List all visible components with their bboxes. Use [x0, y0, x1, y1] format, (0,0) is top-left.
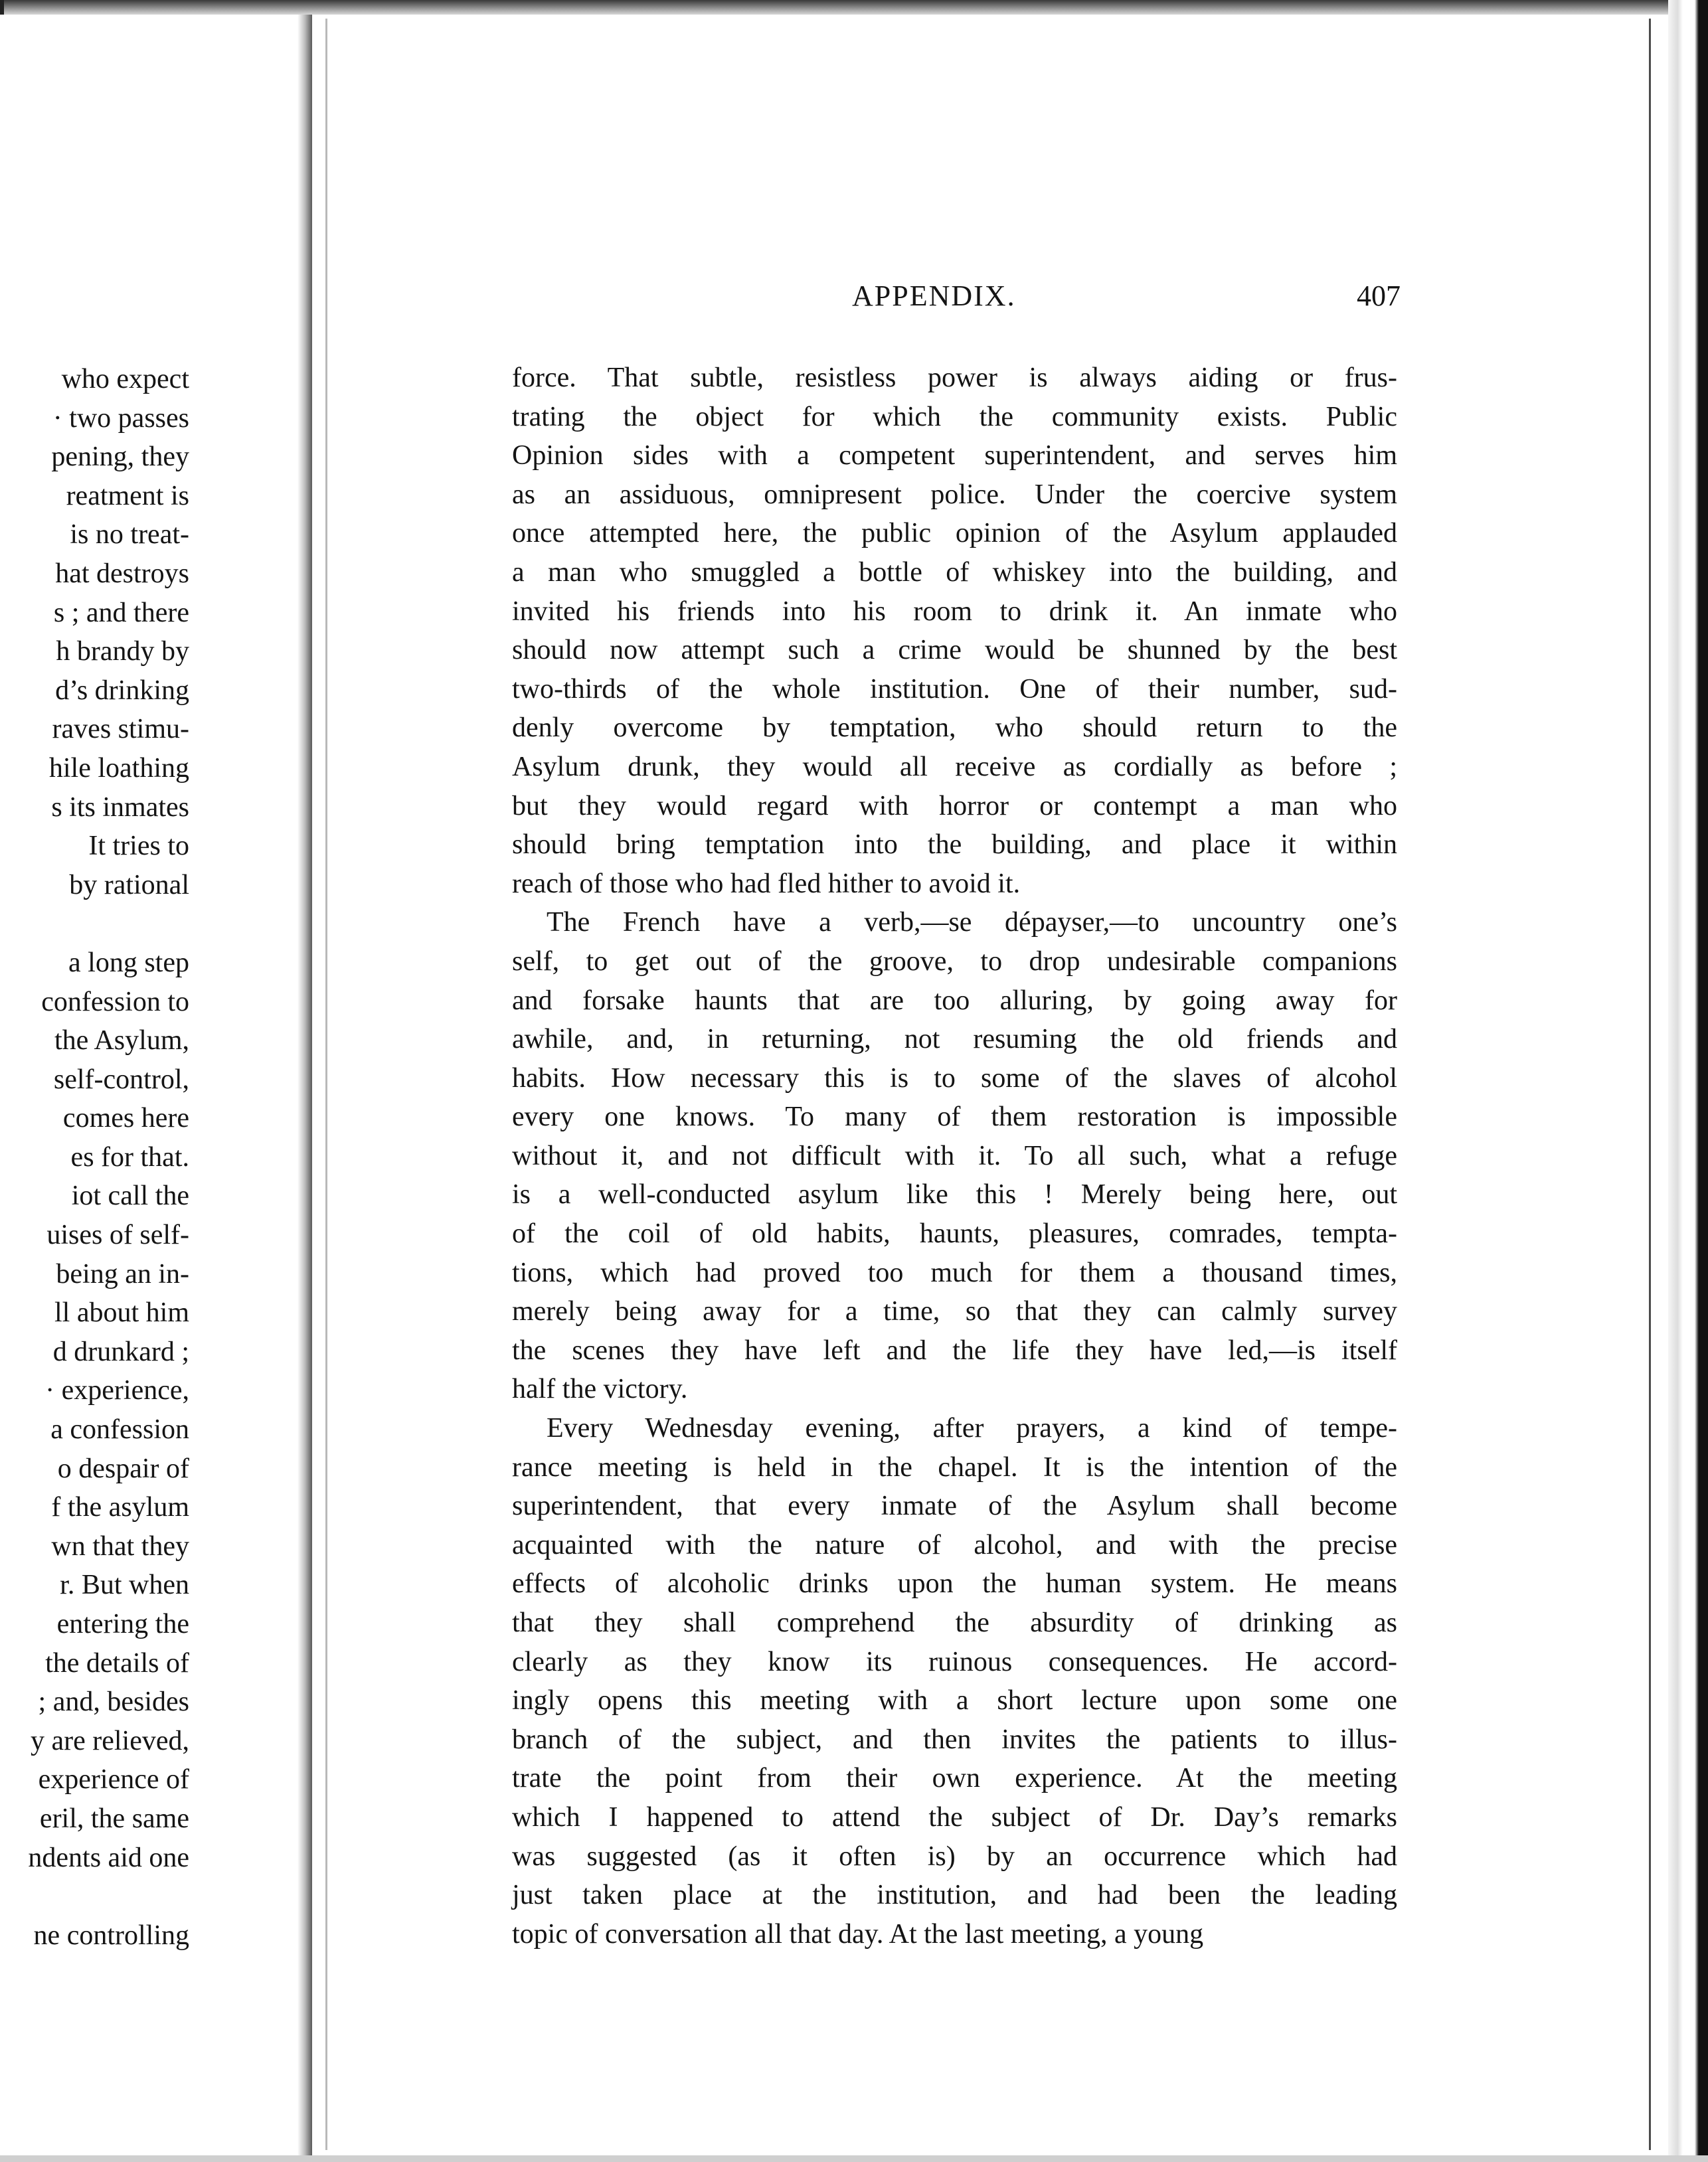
text-line: was suggested (as it often is) by an occurrence which had — [512, 1841, 1397, 1872]
paragraph — [512, 359, 1397, 903]
page-header — [327, 279, 1649, 325]
left-page-line: who expect — [61, 364, 189, 394]
left-page-line: ndents aid one — [28, 1842, 189, 1873]
left-page-line: entering the — [56, 1609, 189, 1639]
paragraph — [512, 1409, 1397, 1954]
left-page-line: uises of self- — [46, 1220, 189, 1251]
text-line: but they would regard with horror or contempt a man who — [512, 790, 1397, 821]
text-line: and forsake haunts that are too alluring, by going away for — [512, 985, 1397, 1016]
text-line: trating the object for which the community exists. Public — [512, 401, 1397, 432]
left-page-line: the details of — [45, 1647, 189, 1679]
left-page-line: ne controlling — [33, 1920, 189, 1951]
running-head: APPENDIX. — [852, 280, 1016, 312]
left-page-line: eril, the same — [39, 1803, 189, 1834]
left-page-line: hile loathing — [48, 752, 189, 784]
top-page-edge — [0, 0, 1708, 15]
text-line: should now attempt such a crime would be shunned by the best — [512, 635, 1397, 666]
right-page — [325, 19, 1651, 2150]
left-page-line: the Asylum, — [54, 1025, 189, 1056]
text-line: once attempted here, the public opinion of the Asylum applauded — [512, 518, 1397, 549]
left-page-line: es for that. — [70, 1141, 189, 1173]
page-number: 407 — [1357, 280, 1401, 312]
left-page — [0, 15, 312, 2155]
left-page-line: comes here — [62, 1103, 189, 1134]
text-line: ingly opens this meeting with a short lecture upon some one — [512, 1685, 1397, 1716]
left-page-line: experience of — [38, 1764, 189, 1795]
left-page-line: It tries to — [88, 831, 189, 862]
text-line: trate the point from their own experience. At the meeting — [512, 1763, 1397, 1794]
text-line: branch of the subject, and then invites the patients to illus- — [512, 1724, 1397, 1755]
text-line: clearly as they know its ruinous consequences. He accord- — [512, 1646, 1397, 1677]
text-line: invited his friends into his room to drink it. An inmate who — [512, 596, 1397, 627]
text-line: Asylum drunk, they would all receive as cordially as before ; — [512, 751, 1397, 782]
left-page-line: · two passes — [52, 402, 189, 434]
left-page-line: being an in- — [56, 1258, 189, 1289]
left-page-line: r. But when — [60, 1570, 189, 1601]
text-line: every one knows. To many of them restoration is impossible — [512, 1102, 1397, 1133]
left-page-line — [0, 904, 189, 944]
left-page-line: d drunkard ; — [52, 1336, 189, 1367]
text-line: a man who smuggled a bottle of whiskey into the building, and — [512, 556, 1397, 588]
text-line: force. That subtle, resistless power is always aiding or frus- — [512, 363, 1397, 393]
left-page-line: confession to — [41, 986, 189, 1017]
text-line: of the coil of old habits, haunts, pleasures, comrades, tempta- — [512, 1218, 1397, 1250]
left-page-line: hat destroys — [55, 558, 189, 589]
left-page-line: self-control, — [53, 1064, 189, 1095]
text-line: two-thirds of the whole institution. One of their number, sud- — [512, 673, 1397, 705]
text-line: The French have a verb,—se dépayser,—to uncountry one’s — [547, 907, 1397, 938]
text-line: rance meeting is held in the chapel. It is the intention of the — [512, 1452, 1397, 1483]
right-page-edge — [1668, 0, 1708, 2162]
text-line: tions, which had proved too much for them a thousand times, — [512, 1257, 1397, 1288]
left-page-line: ; and, besides — [38, 1687, 189, 1718]
text-line: just taken place at the institution, and had been the leading — [512, 1880, 1397, 1911]
text-line: self, to get out of the groove, to drop undesirable companions — [512, 946, 1397, 977]
left-page-line: iot call the — [71, 1181, 189, 1212]
left-page-line: f the asylum — [51, 1492, 189, 1523]
left-page-line: raves stimu- — [52, 714, 189, 745]
text-line: without it, and not difficult with it. To all such, what a refuge — [512, 1140, 1397, 1171]
text-line: is a well-conducted asylum like this ! Merely being here, out — [512, 1179, 1397, 1210]
left-page-line: is no treat- — [70, 519, 189, 550]
text-line: awhile, and, in returning, not resuming the old friends and — [512, 1024, 1397, 1055]
bottom-page-edge — [0, 2155, 1708, 2162]
left-page-line: reatment is — [66, 480, 189, 511]
text-line: merely being away for a time, so that they can calmly survey — [512, 1296, 1397, 1327]
text-line: acquainted with the nature of alcohol, and with the precise — [512, 1529, 1397, 1560]
text-line: that they shall comprehend the absurdity of drinking as — [512, 1608, 1397, 1638]
paragraph — [512, 903, 1397, 1409]
left-page-line: s ; and there — [53, 597, 189, 628]
text-line: which I happened to attend the subject of Dr. Day’s remarks — [512, 1801, 1397, 1833]
left-page-line: ll about him — [54, 1297, 189, 1329]
text-line: half the victory. — [512, 1374, 688, 1405]
text-line: effects of alcoholic drinks upon the human system. He means — [512, 1568, 1397, 1600]
left-page-line: d’s drinking — [55, 675, 189, 706]
text-line: habits. How necessary this is to some of the slaves of alcohol — [512, 1062, 1397, 1094]
left-page-text — [0, 360, 189, 1955]
left-page-line: y are relieved, — [30, 1725, 189, 1756]
text-line: the scenes they have left and the life they have led,—is itself — [512, 1335, 1397, 1366]
text-line: reach of those who had fled hither to avoid it. — [512, 868, 1021, 899]
body-text — [512, 359, 1397, 1954]
left-page-line: s its inmates — [51, 791, 189, 823]
left-page-line: h brandy by — [56, 636, 189, 667]
left-page-line: by rational — [69, 869, 189, 900]
text-line: denly overcome by temptation, who should return to the — [512, 712, 1397, 744]
left-page-line: a long step — [68, 947, 189, 978]
text-line: should bring temptation into the building, and place it within — [512, 829, 1397, 861]
book-gutter — [298, 15, 312, 2155]
text-line: Opinion sides with a competent superintendent, and serves him — [512, 440, 1397, 471]
left-page-line: wn that they — [51, 1531, 189, 1562]
text-line: topic of conversation all that day. At the last meeting, a young — [512, 1918, 1204, 1950]
text-line: Every Wednesday evening, after prayers, a kind of tempe- — [547, 1413, 1397, 1444]
left-page-line: · experience, — [45, 1375, 189, 1406]
left-page-line — [0, 1877, 189, 1916]
text-line: as an assiduous, omnipresent police. Under the coercive system — [512, 479, 1397, 510]
left-page-line: pening, they — [51, 442, 189, 473]
left-page-line: o despair of — [57, 1453, 189, 1484]
text-line: superintendent, that every inmate of the Asylum shall become — [512, 1491, 1397, 1522]
left-page-line: a confession — [50, 1414, 189, 1446]
